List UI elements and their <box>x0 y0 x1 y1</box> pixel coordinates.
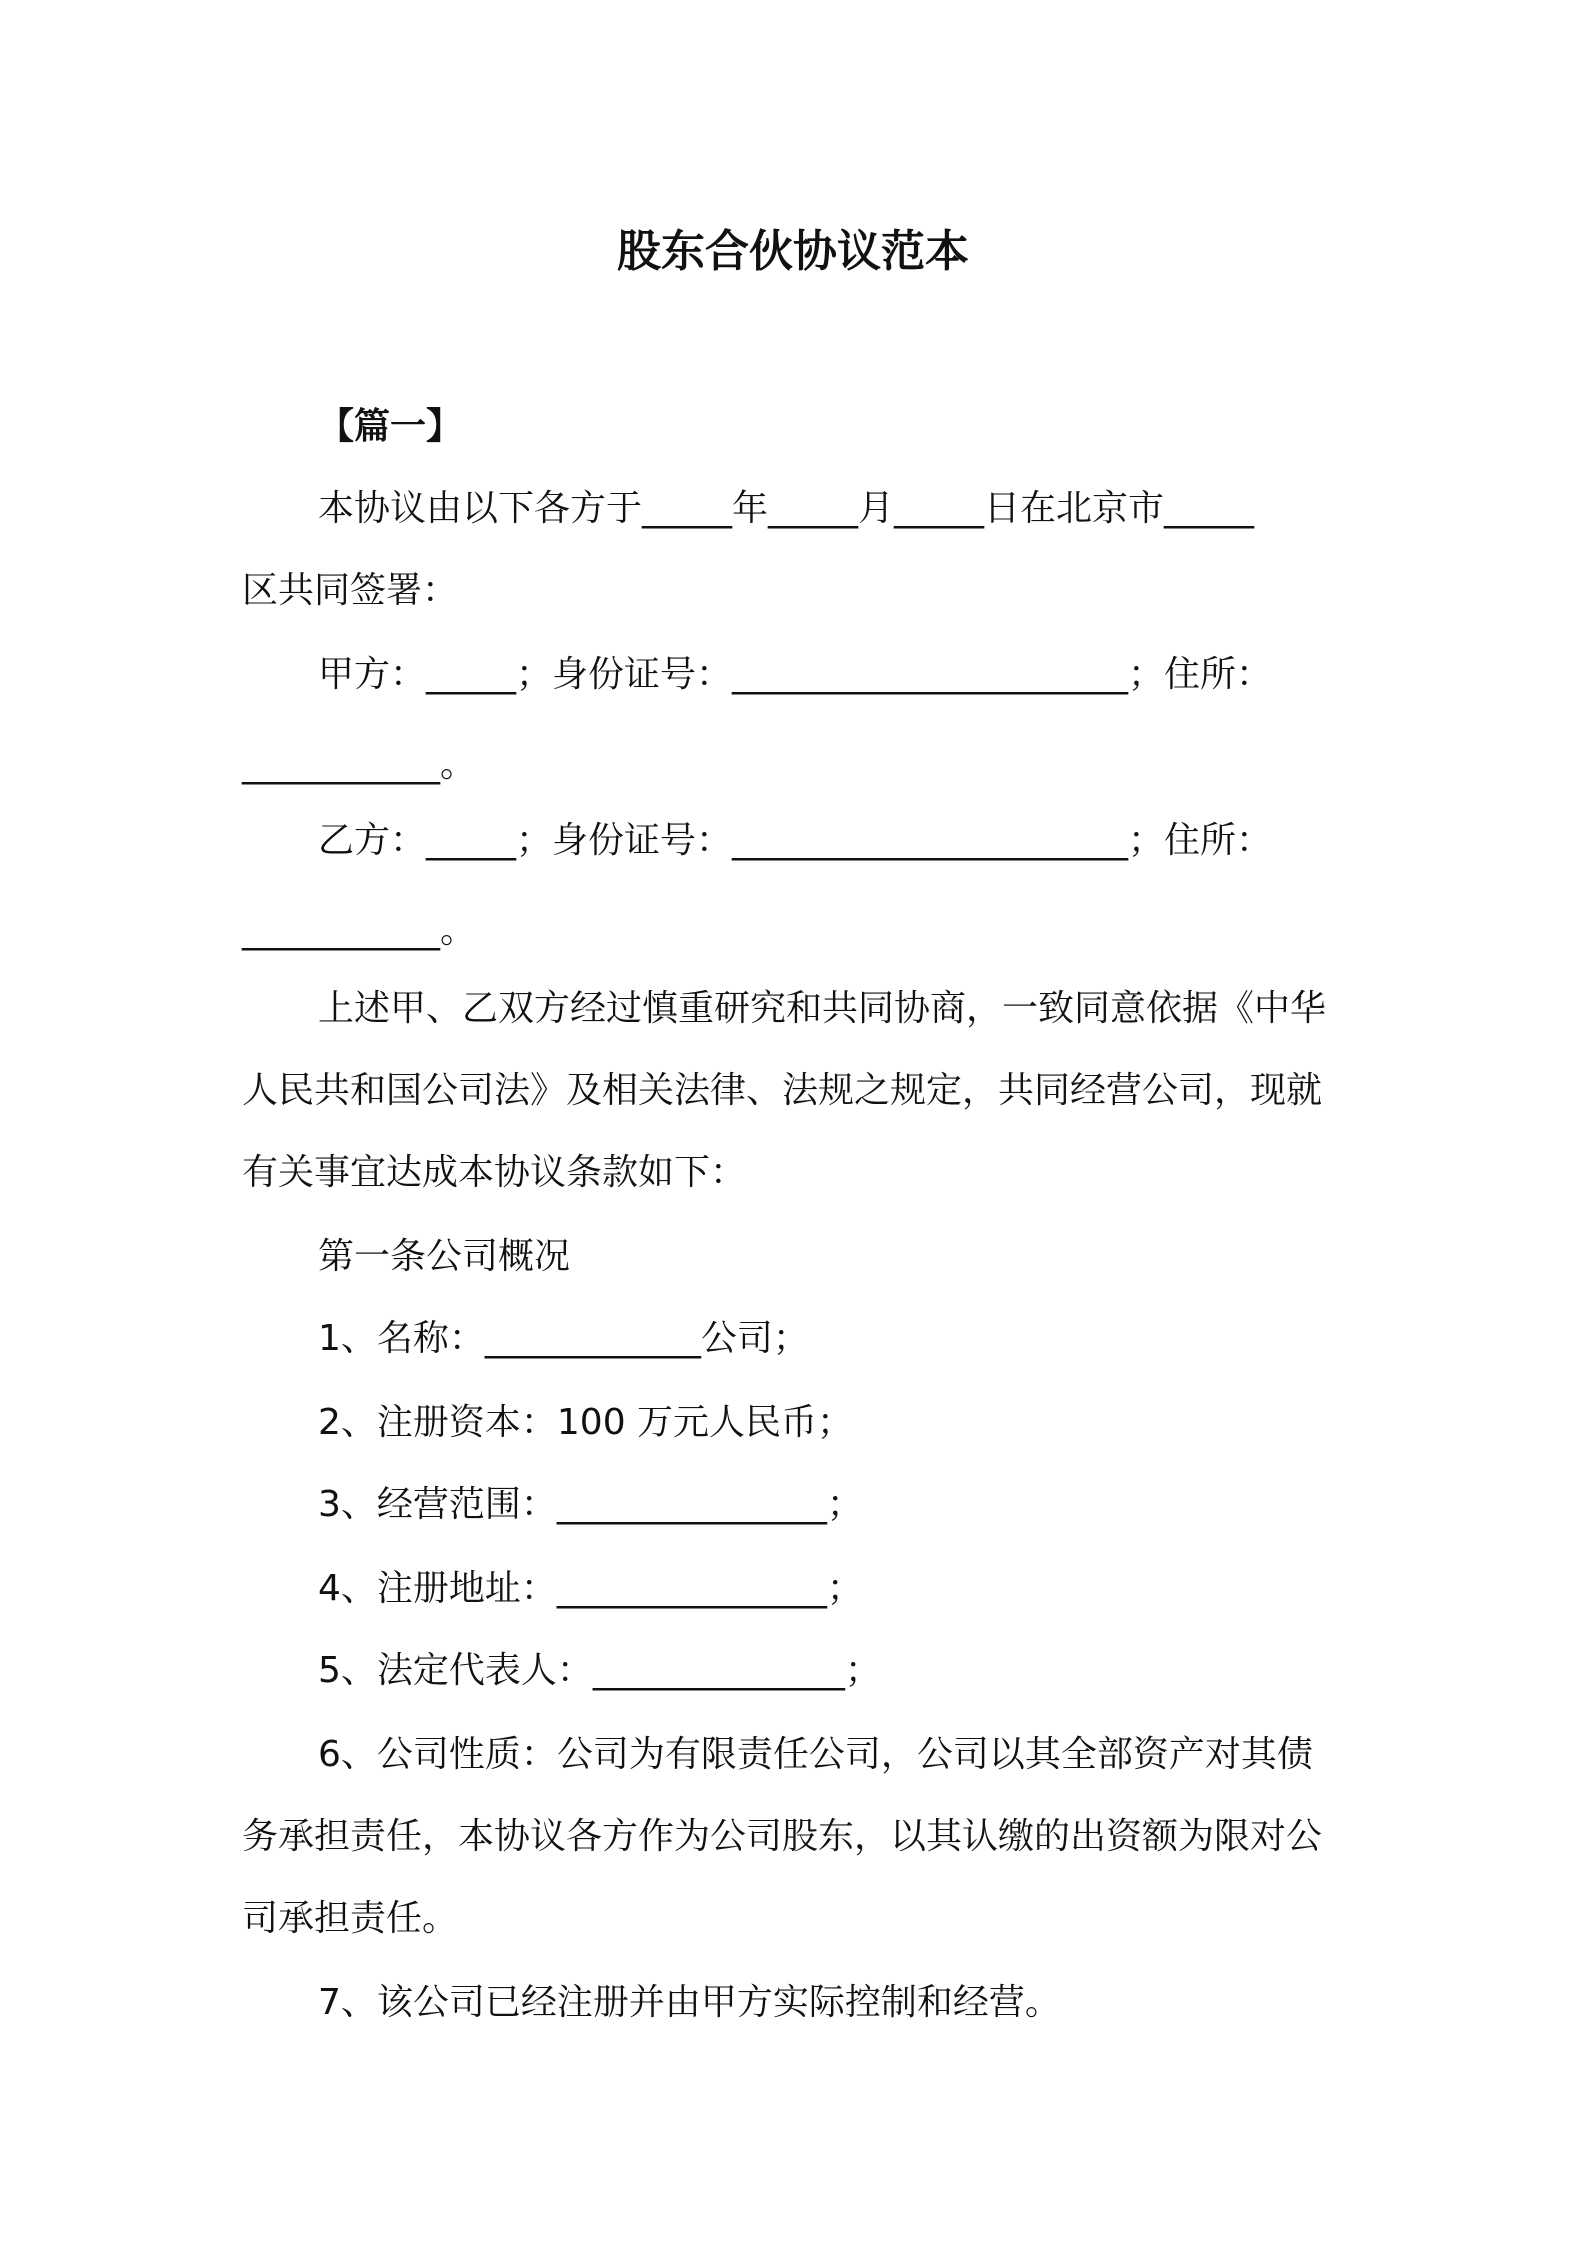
body-line: 上述甲、乙双方经过慎重研究和共同协商，一致同意依据《中华 <box>318 988 1327 1029</box>
party-a-address-line: ___________。 <box>242 744 477 785</box>
party-b-address-line: ___________。 <box>242 910 477 951</box>
body-line: 本协议由以下各方于_____年_____月_____日在北京市_____ <box>318 488 1255 529</box>
list-item: 4、注册地址：_______________； <box>318 1568 863 1609</box>
list-item: 3、经营范围：_______________； <box>318 1484 863 1525</box>
list-item: 1、名称：____________公司； <box>318 1318 809 1359</box>
body-line: 人民共和国公司法》及相关法律、法规之规定，共同经营公司，现就 <box>242 1070 1323 1111</box>
body-line: 司承担责任。 <box>242 1898 459 1939</box>
list-item: 2、注册资本：100 万元人民币； <box>318 1402 854 1443</box>
list-item: 6、公司性质：公司为有限责任公司，公司以其全部资产对其债 <box>318 1734 1313 1775</box>
party-b-line: 乙方：_____；身份证号：______________________；住所： <box>318 820 1273 861</box>
list-item: 7、该公司已经注册并由甲方实际控制和经营。 <box>318 1982 1061 2023</box>
article-heading: 第一条公司概况 <box>318 1236 571 1277</box>
section-heading: 【篇一】 <box>318 406 463 447</box>
body-line: 区共同签署： <box>242 570 459 611</box>
body-line: 务承担责任，本协议各方作为公司股东，以其认缴的出资额为限对公 <box>242 1816 1323 1857</box>
document-title: 股东合伙协议范本 <box>617 226 969 277</box>
party-a-line: 甲方：_____；身份证号：______________________；住所： <box>318 654 1273 695</box>
body-line: 有关事宜达成本协议条款如下： <box>242 1152 747 1193</box>
list-item: 5、法定代表人：______________； <box>318 1650 881 1691</box>
